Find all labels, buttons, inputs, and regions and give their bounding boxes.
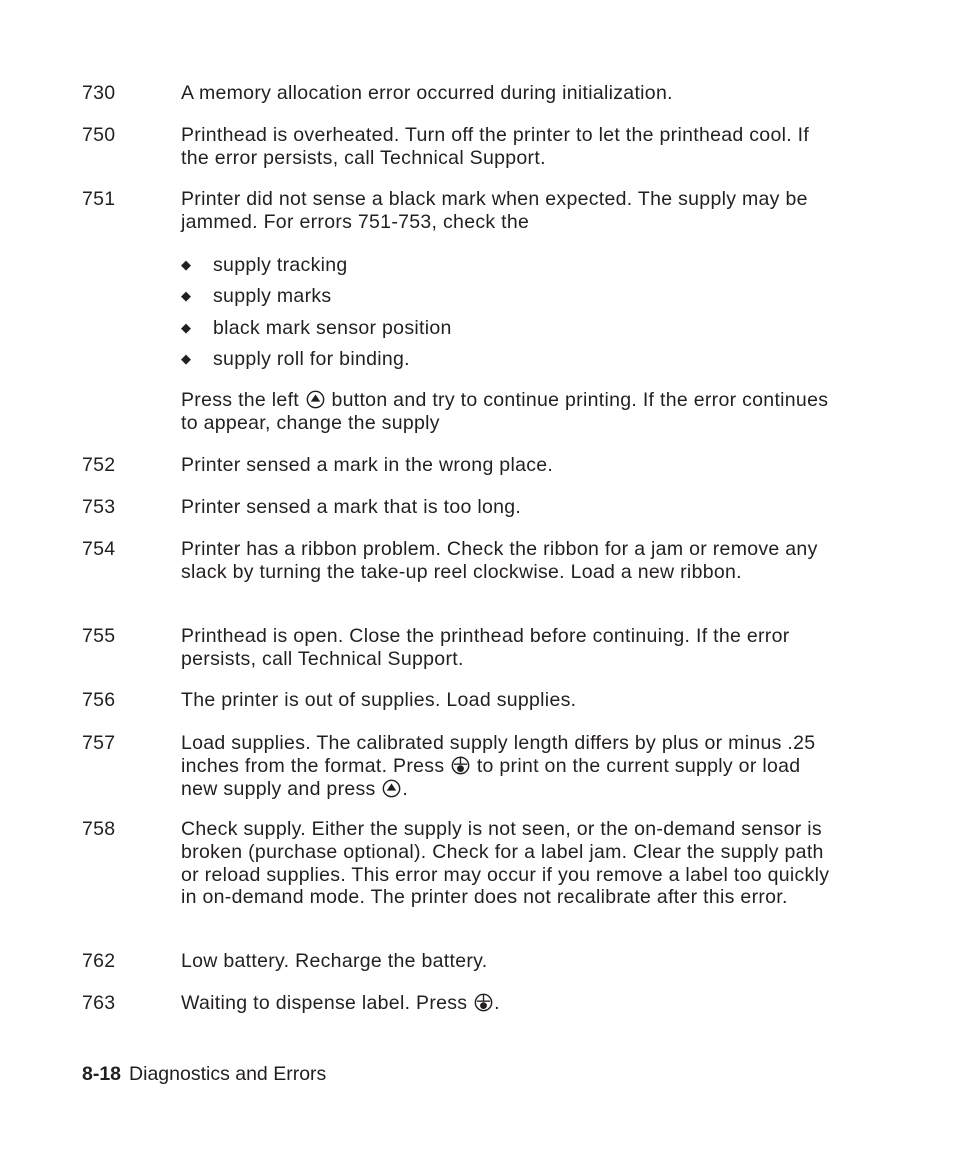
error-code-762: 762: [82, 950, 116, 972]
checklist-item: ◆ supply roll for binding.: [181, 348, 410, 370]
checklist-item: ◆ supply marks: [181, 285, 332, 307]
error-desc-756: The printer is out of supplies. Load supplies.: [181, 689, 577, 711]
page-footer: [82, 1063, 326, 1086]
checklist-item: ◆ black mark sensor position: [181, 317, 452, 339]
error-code-763: 763: [82, 992, 116, 1014]
page-number: 8-18: [82, 1063, 122, 1085]
error-code-751: 751: [82, 188, 116, 210]
up-arrow-circle-icon: [306, 390, 325, 409]
error-desc-751: Printer did not sense a black mark when expected. The supply may be jammed. For errors 751-753, check the: [181, 188, 808, 233]
diamond-bullet-icon: ◆: [181, 257, 192, 272]
error-desc-762: Low battery. Recharge the battery.: [181, 950, 488, 972]
error-code-730: 730: [82, 82, 116, 104]
print-button-icon: [474, 993, 493, 1012]
error-desc-754: Printer has a ribbon problem. Check the ribbon for a jam or remove any slack by turning the take-up reel clockwise. Load a new ribbon.: [181, 538, 818, 583]
error-code-755: 755: [82, 625, 116, 647]
error-desc-730: A memory allocation error occurred during initialization.: [181, 82, 673, 104]
diamond-bullet-icon: ◆: [181, 320, 192, 335]
error-desc-757: Load supplies. The calibrated supply length differs by plus or minus .25 inches from the format. Press to print on the current supply or load new supply and press .: [181, 732, 816, 800]
error-desc-758: Check supply. Either the supply is not seen, or the on-demand sensor is broken (purchase optional). Check for a label jam. Clear the supply path or reload supplies. This error may occur if you remove a label too quickly in on-demand mode. The printer does not recalibrate after this error.: [181, 818, 830, 909]
error-desc-750: Printhead is overheated. Turn off the printer to let the printhead cool. If the error persists, call Technical Support.: [181, 124, 810, 169]
error-desc-755: Printhead is open. Close the printhead before continuing. If the error persists, call Technical Support.: [181, 625, 790, 670]
up-arrow-circle-icon: [382, 779, 401, 798]
error-desc-752: Printer sensed a mark in the wrong place.: [181, 454, 554, 476]
error-code-750: 750: [82, 124, 116, 146]
print-button-icon: [451, 756, 470, 775]
diamond-bullet-icon: ◆: [181, 351, 192, 366]
section-title: Diagnostics and Errors: [129, 1063, 327, 1085]
error-code-757: 757: [82, 732, 116, 754]
checklist-item: ◆ supply tracking: [181, 254, 348, 276]
press-instruction-751: Press the left button and try to continue printing. If the error continues to appear, change the supply: [181, 389, 829, 434]
error-code-756: 756: [82, 689, 116, 711]
error-code-758: 758: [82, 818, 116, 840]
error-desc-753: Printer sensed a mark that is too long.: [181, 496, 522, 518]
error-code-752: 752: [82, 454, 116, 476]
error-code-753: 753: [82, 496, 116, 518]
error-desc-763: Waiting to dispense label. Press .: [181, 992, 500, 1014]
error-code-754: 754: [82, 538, 116, 560]
diamond-bullet-icon: ◆: [181, 288, 192, 303]
